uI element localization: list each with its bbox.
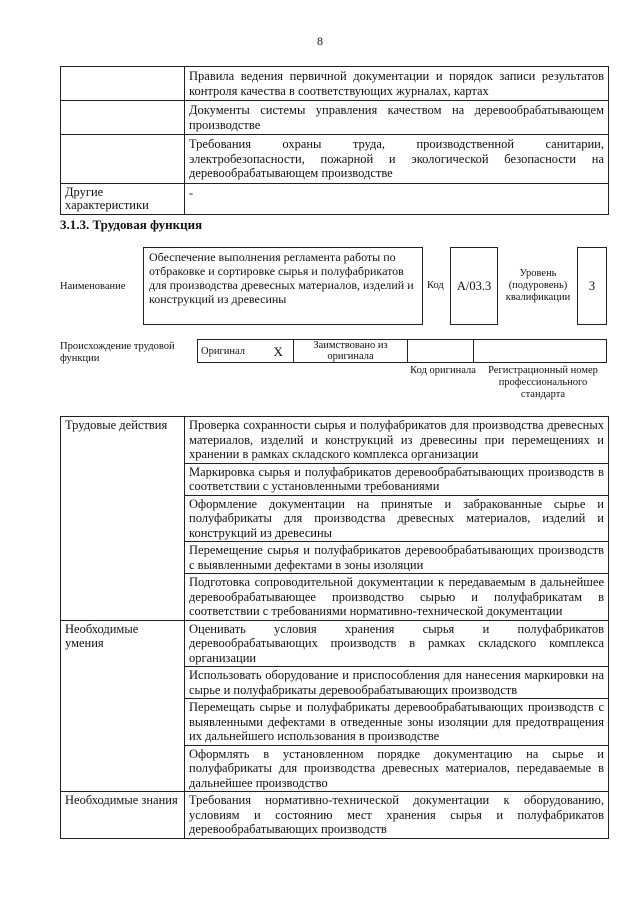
skill-item: Оформлять в установленном порядке документацию на сырье и полуфабрикаты для производства древесных материалов, передаваемые в дальнейшее производство	[185, 745, 609, 792]
level-value-box: 3	[577, 247, 607, 325]
empty-label-cell	[61, 135, 185, 184]
labor-function-table	[60, 416, 609, 839]
knowledge-table-continued	[60, 66, 609, 215]
labor-action-item: Проверка сохранности сырья и полуфабрикатов для производства древесных материалов, изделий и конструкций из древесины при перемещениях и хранении в рамках складского комплекса организации	[185, 417, 609, 464]
skill-item: Перемещать сырье и полуфабрикаты деревообрабатывающих производств с выявленными дефектами в отведенные зоны изоляции для предотвращения их дальнейшего использования в производстве	[185, 699, 609, 746]
original-mark: X	[264, 340, 294, 363]
empty-label-cell	[61, 67, 185, 101]
origin-table	[197, 339, 607, 363]
borrowed-label: Заимствовано из оригинала	[294, 340, 408, 363]
code-label: Код	[427, 280, 444, 291]
original-label: Оригинал	[198, 340, 264, 363]
function-name-box: Обеспечение выполнения регламента работы по отбраковке и сортировке сырья и полуфабрикатов для производства древесных материалов, изделий и конструкций из древесины	[143, 247, 423, 325]
registration-number-cell	[474, 340, 607, 363]
labor-action-item: Оформление документации на принятые и забракованные сырье и полуфабрикаты для производства древесных материалов, изделий и конструкций из древесины	[185, 495, 609, 542]
page-number: 8	[317, 34, 323, 48]
original-code-cell	[408, 340, 474, 363]
knowledge-item: Требования нормативно-технической документации к оборудованию, условиям и состоянию мест хранения сырья и полуфабрикатов деревообрабатывающих производств	[185, 792, 609, 839]
labor-action-item: Подготовка сопроводительной документации к передаваемым в дальнейшее деревообрабатывающее производство сырью и полуфабрикатам в соответствии с требованиями нормативно-технической документации	[185, 574, 609, 621]
skill-item: Использовать оборудование и приспособления для нанесения маркировки на сырье и полуфабрикаты деревообрабатывающих производств	[185, 667, 609, 699]
section-heading: 3.1.3. Трудовая функция	[60, 217, 203, 232]
empty-label-cell	[61, 101, 185, 135]
knowledge-item: Правила ведения первичной документации и порядок записи результатов контроля качества в соответствующих журналах, картах	[185, 67, 609, 101]
skills-label: Необходимые умения	[61, 620, 185, 792]
labor-actions-label: Трудовые действия	[61, 417, 185, 621]
origin-label: Происхождение трудовой функции	[60, 341, 175, 364]
skill-item: Оценивать условия хранения сырья и полуфабрикатов деревообрабатывающих производств в рамках складского комплекса организации	[185, 620, 609, 667]
labor-action-item: Перемещение сырья и полуфабрикатов деревообрабатывающих производств с выявленными дефектами в зоны изоляции	[185, 542, 609, 574]
knowledge-label: Необходимые знания	[61, 792, 185, 839]
knowledge-item: Требования охраны труда, производственной санитарии, электробезопасности, пожарной и экологической безопасности на деревообрабатывающем производстве	[185, 135, 609, 184]
other-characteristics-label: Другие характеристики	[61, 183, 185, 214]
labor-action-item: Маркировка сырья и полуфабрикатов деревообрабатывающих производств в соответствии с установленными требованиями	[185, 463, 609, 495]
name-label: Наименование	[60, 281, 126, 292]
code-original-caption: Код оригинала	[410, 365, 476, 376]
function-code-box: А/03.3	[450, 247, 498, 325]
knowledge-item: Документы системы управления качеством на деревообрабатывающем производстве	[185, 101, 609, 135]
registration-caption: Регистрационный номер профессионального стандарта	[488, 365, 598, 400]
other-characteristics-value: -	[185, 183, 609, 214]
level-label: Уровень (подуровень) квалификации	[505, 268, 571, 303]
